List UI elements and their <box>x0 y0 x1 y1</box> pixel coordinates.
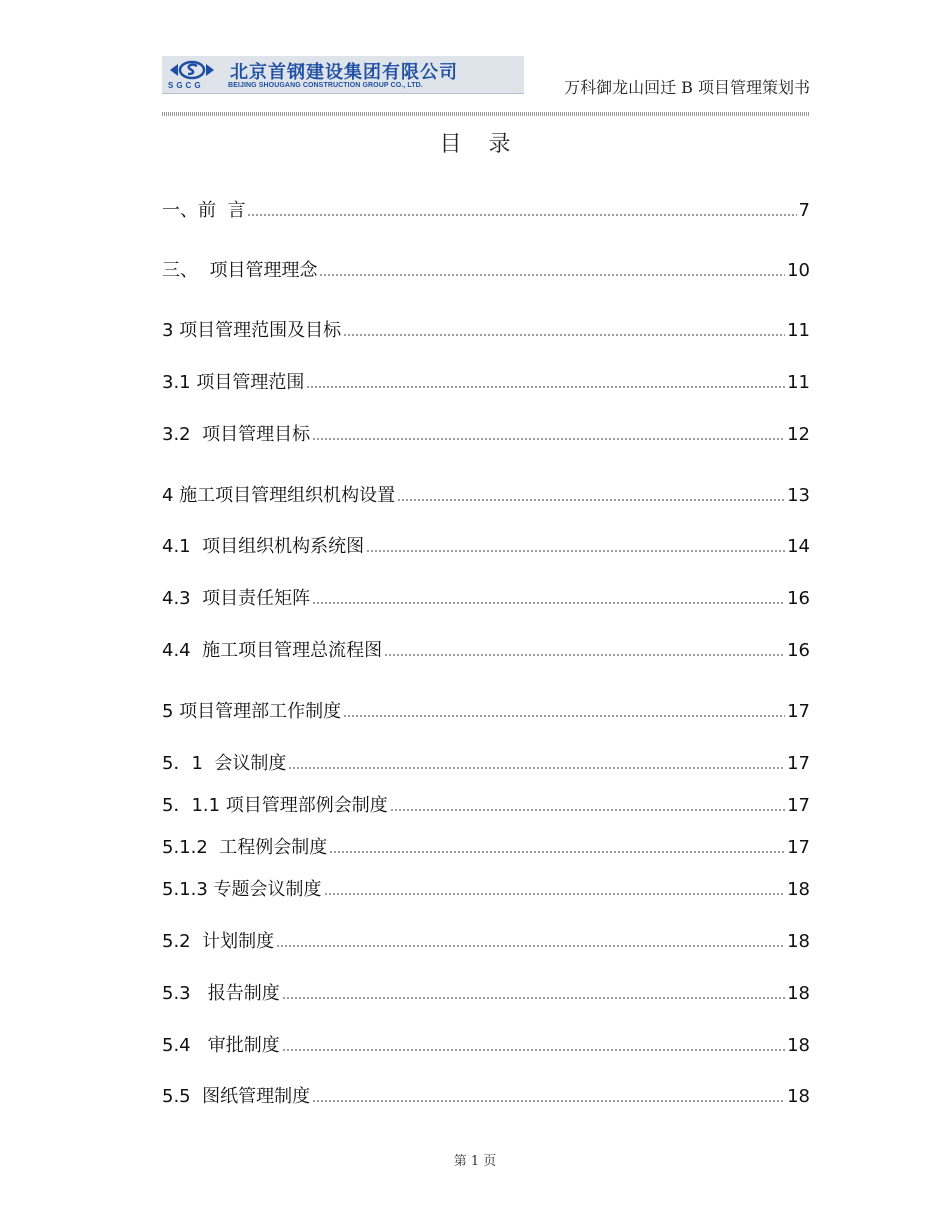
toc-entry-label: 4.3 项目责任矩阵 <box>162 588 311 609</box>
toc-leader <box>384 654 785 656</box>
toc-entry-label: 5.1.2 工程例会制度 <box>162 837 328 858</box>
toc-entry-page: 16 <box>787 640 810 661</box>
toc-entry-page: 17 <box>787 795 810 816</box>
toc-entry-page: 17 <box>787 837 810 858</box>
toc-entry[interactable] <box>162 875 810 899</box>
toc-entry-label: 5.5 图纸管理制度 <box>162 1086 311 1107</box>
toc-leader <box>312 602 785 604</box>
toc-entry-page: 11 <box>787 372 810 393</box>
toc-entry-label: 4.4 施工项目管理总流程图 <box>162 640 383 661</box>
page-header <box>162 56 810 96</box>
toc-entry[interactable] <box>162 368 810 392</box>
toc-entry-label: 4 施工项目管理组织机构设置 <box>162 485 396 506</box>
toc-entry-page: 11 <box>787 320 810 341</box>
toc-entry-page: 17 <box>787 753 810 774</box>
logo-company-name-cn: 北京首钢建设集团有限公司 <box>230 62 458 83</box>
header-divider <box>162 112 810 116</box>
toc-entry-label: 3 项目管理范围及目标 <box>162 320 342 341</box>
toc-leader <box>343 715 785 717</box>
toc-entry-page: 18 <box>787 931 810 952</box>
sgcg-logo-icon <box>168 59 216 81</box>
toc-entry-page: 7 <box>798 200 810 221</box>
toc-entry-page: 13 <box>787 485 810 506</box>
toc-entry[interactable] <box>162 584 810 608</box>
toc-entry-page: 17 <box>787 701 810 722</box>
toc-entry[interactable] <box>162 420 810 444</box>
toc-entry[interactable] <box>162 256 810 280</box>
toc-leader <box>288 767 785 769</box>
toc-entry[interactable] <box>162 532 810 556</box>
toc-leader <box>282 997 785 999</box>
toc-entry-label: 5.2 计划制度 <box>162 931 275 952</box>
company-logo <box>162 56 524 94</box>
toc-leader <box>306 386 785 388</box>
document-title: 万科御龙山回迁 B 项目管理策划书 <box>564 78 810 97</box>
toc-leader <box>312 1100 785 1102</box>
toc-entry-label: 三、 项目管理理念 <box>162 260 318 281</box>
toc-entry[interactable] <box>162 1082 810 1106</box>
toc-entry-label: 5.4 审批制度 <box>162 1035 280 1056</box>
toc-entry-label: 5．1 会议制度 <box>162 753 287 774</box>
toc-entry[interactable] <box>162 697 810 721</box>
toc-entry-page: 18 <box>787 1086 810 1107</box>
toc-entry[interactable] <box>162 927 810 951</box>
toc-leader <box>343 334 785 336</box>
logo-company-code: SGCG <box>168 81 204 90</box>
toc-heading: 目 录 <box>439 132 521 157</box>
toc-entry-label: 一、前 言 <box>162 200 246 221</box>
toc-entry[interactable] <box>162 481 810 505</box>
toc-leader <box>366 550 785 552</box>
toc-entry[interactable] <box>162 196 810 220</box>
toc-leader <box>319 274 785 276</box>
toc-entry-page: 12 <box>787 424 810 445</box>
toc-leader <box>247 214 796 216</box>
toc-leader <box>324 893 786 895</box>
logo-company-name-en: BEIJING SHOUGANG CONSTRUCTION GROUP CO., LTD. <box>228 82 423 89</box>
toc-entry[interactable] <box>162 791 810 815</box>
toc-entry-page: 18 <box>787 1035 810 1056</box>
toc-entry-page: 10 <box>787 260 810 281</box>
toc-leader <box>397 499 785 501</box>
toc-entry[interactable] <box>162 636 810 660</box>
toc-entry-label: 5.3 报告制度 <box>162 983 280 1004</box>
toc-leader <box>282 1049 785 1051</box>
toc-entry-label: 3.1 项目管理范围 <box>162 372 305 393</box>
page-number: 第 1 页 <box>453 1154 497 1169</box>
toc-entry[interactable] <box>162 316 810 340</box>
toc-leader <box>276 945 785 947</box>
toc-entry-label: 5．1.1 项目管理部例会制度 <box>162 795 388 816</box>
toc-entry-label: 5.1.3 专题会议制度 <box>162 879 322 900</box>
toc-entry[interactable] <box>162 1031 810 1055</box>
toc-entry-page: 14 <box>787 536 810 557</box>
toc-leader <box>390 809 785 811</box>
toc-entry-label: 4.1 项目组织机构系统图 <box>162 536 365 557</box>
toc-entry-label: 5 项目管理部工作制度 <box>162 701 342 722</box>
toc-leader <box>329 851 785 853</box>
toc-entry[interactable] <box>162 833 810 857</box>
toc-entry-page: 16 <box>787 588 810 609</box>
toc-entry-page: 18 <box>787 983 810 1004</box>
toc-entry[interactable] <box>162 749 810 773</box>
toc-entry[interactable] <box>162 979 810 1003</box>
toc-entry-label: 3.2 项目管理目标 <box>162 424 311 445</box>
toc-entry-page: 18 <box>787 879 810 900</box>
toc-leader <box>312 438 785 440</box>
page-footer <box>0 1150 950 1169</box>
